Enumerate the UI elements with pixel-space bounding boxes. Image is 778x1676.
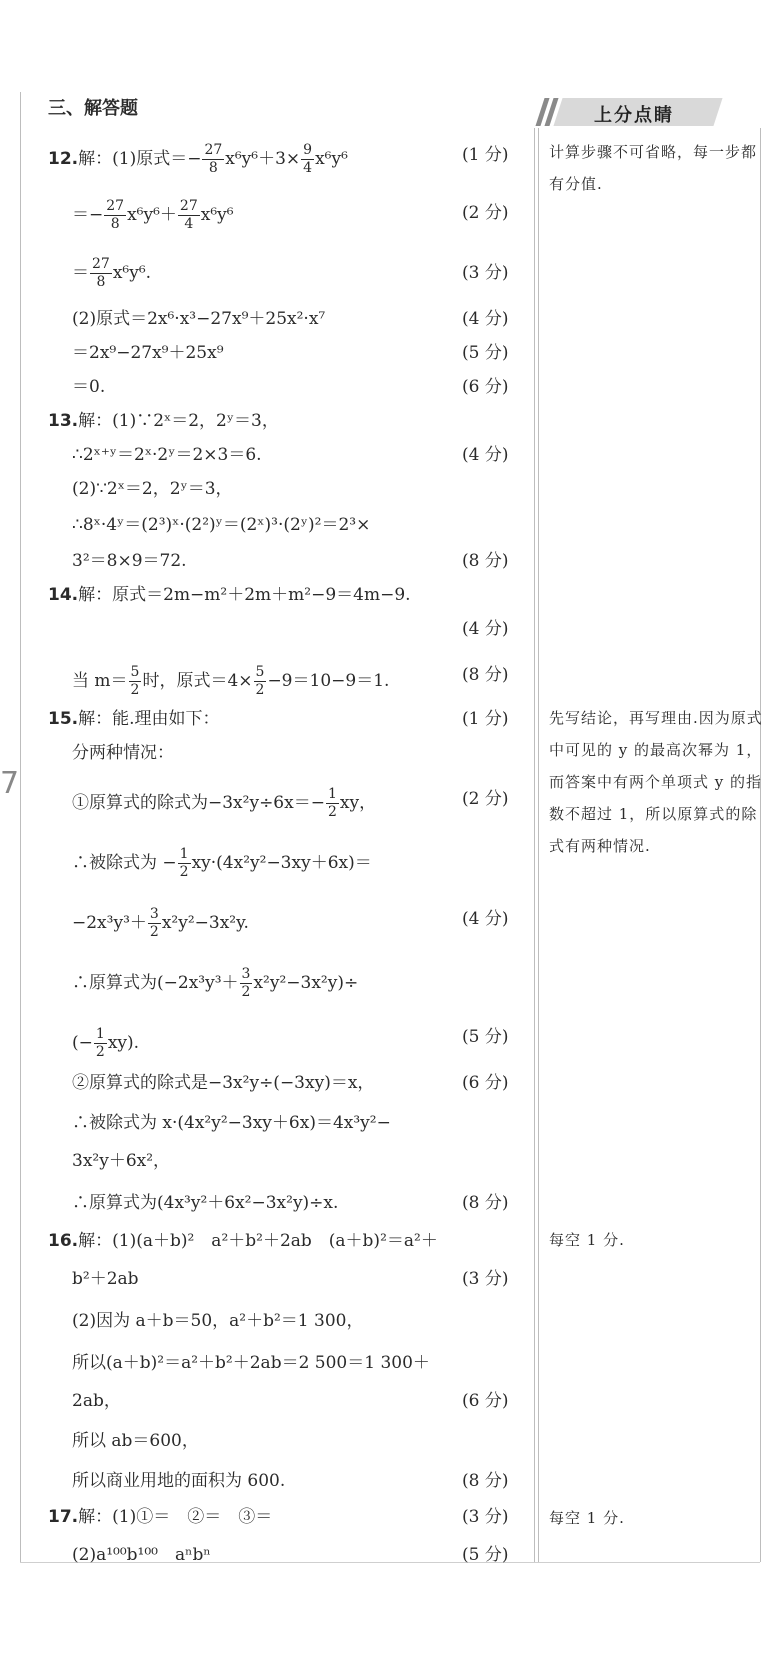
q12-score-2: (2 分) (462, 203, 509, 223)
q16-line-5: 2ab， (72, 1391, 121, 1411)
q12-score-6: (6 分) (462, 377, 509, 397)
q15-line-1: 15.解：能.理由如下： (48, 709, 220, 729)
q13-score-2: (4 分) (462, 445, 509, 465)
section-title: 三、解答题 (48, 98, 138, 119)
q12-line-1: 12.解：(1)原式＝− $\frac{27}{8}$ x⁶y⁶＋3× $\frac{9}{4}$ x⁶y⁶ (48, 142, 348, 176)
q15-line-11: ∴原算式为(4x³y²＋6x²−3x²y)÷x. (72, 1193, 339, 1213)
q12-line-4: (2)原式＝2x⁶·x³−27x⁹＋25x²·x⁷ (72, 309, 326, 329)
q15-score-1: (1 分) (462, 709, 509, 729)
q16-line-6: 所以 ab＝600， (72, 1431, 199, 1451)
q16-line-4: 所以(a＋b)²＝a²＋b²＋2ab＝2 500＝1 300＋ (72, 1353, 430, 1373)
side-banner-label: 上分点睛 (594, 105, 674, 126)
q14-line-1: 14.解：原式＝2m−m²＋2m＋m²−9＝4m−9. (48, 585, 411, 605)
q15-score-5: (4 分) (462, 909, 509, 929)
side-banner (540, 96, 718, 128)
q13-line-5: 3²＝8×9＝72. (72, 551, 187, 571)
q15-line-7: (− $\frac{1}{2}$ xy). (72, 1026, 140, 1060)
q17-line-2: (2)a¹⁰⁰b¹⁰⁰ aⁿbⁿ (72, 1545, 211, 1565)
q12-line-2: ＝− $\frac{27}{8}$ x⁶y⁶＋ $\frac{27}{4}$ x⁶y⁶ (72, 198, 234, 232)
q16-line-3: (2)因为 a＋b＝50，a²＋b²＝1 300， (72, 1311, 364, 1331)
q16-score-5: (6 分) (462, 1391, 509, 1411)
q15-line-10: 3x²y＋6x²， (72, 1151, 171, 1171)
q12-score-4: (4 分) (462, 309, 509, 329)
q15-score-11: (8 分) (462, 1193, 509, 1213)
q15-line-5: −2x³y³＋ $\frac{3}{2}$ x²y²−3x²y. (72, 906, 249, 940)
q15-score-8: (6 分) (462, 1073, 509, 1093)
q13-line-1: 13.解：(1)∵2ˣ＝2，2ʸ＝3， (48, 411, 279, 431)
note-q17: 每空 1 分. (549, 1509, 625, 1527)
q16-line-7: 所以商业用地的面积为 600. (72, 1471, 286, 1491)
q16-line-2: b²＋2ab (72, 1269, 139, 1289)
q13-line-2: ∴2ˣ⁺ʸ＝2ˣ·2ʸ＝2×3＝6. (72, 445, 262, 465)
q12-line-5: ＝2x⁹−27x⁹＋25x⁹ (72, 343, 224, 363)
q15-score-3: (2 分) (462, 789, 509, 809)
note-q15: 先写结论，再写理由.因为原式中可见的 y 的最高次幂为 1，而答案中有两个单项式 y 的指数不超过 1，所以原算式的除式有两种情况. (549, 709, 763, 855)
q12-score-5: (5 分) (462, 343, 509, 363)
left-margin-line (20, 92, 21, 1562)
q15-line-2: 分两种情况： (72, 743, 174, 763)
q15-line-6: ∴原算式为(−2x³y³＋ $\frac{3}{2}$ x²y²−3x²y)÷ (72, 966, 359, 1000)
q16-score-7: (8 分) (462, 1471, 509, 1491)
margin-mark: 7 (0, 766, 20, 801)
q12-score-1: (1 分) (462, 145, 509, 165)
q15-line-3: ①原算式的除式为−3x²y÷6x＝− $\frac{1}{2}$ xy， (72, 786, 377, 820)
q13-line-3: (2)∵2ˣ＝2，2ʸ＝3， (72, 479, 233, 499)
q16-line-1: 16.解：(1)(a＋b)² a²＋b²＋2ab (a＋b)²＝a²＋ (48, 1231, 438, 1251)
note-q12: 计算步骤不可省略，每一步都有分值. (549, 143, 758, 193)
q13-line-4: ∴8ˣ·4ʸ＝(2³)ˣ·(2²)ʸ＝(2ˣ)³·(2ʸ)²＝2³× (72, 515, 371, 535)
column-divider (534, 128, 535, 1562)
q12-score-3: (3 分) (462, 263, 509, 283)
q14-score-1: (4 分) (462, 619, 509, 639)
q16-score-2: (3 分) (462, 1269, 509, 1289)
q17-score-2: (5 分) (462, 1545, 509, 1565)
q15-score-7: (5 分) (462, 1027, 509, 1047)
q15-line-8: ②原算式的除式是−3x²y÷(−3xy)＝x， (72, 1073, 375, 1093)
q17-line-1: 17.解：(1)①＝ ②＝ ③＝ (48, 1507, 273, 1527)
q12-line-6: ＝0. (72, 377, 106, 397)
q12-line-3: ＝ $\frac{27}{8}$ x⁶y⁶. (72, 256, 152, 290)
q15-line-9: ∴被除式为 x·(4x²y²−3xy＋6x)＝4x³y²− (72, 1113, 391, 1133)
q14-score-2: (8 分) (462, 665, 509, 685)
note-q16: 每空 1 分. (549, 1231, 625, 1249)
q15-line-4: ∴被除式为 − $\frac{1}{2}$ xy·(4x²y²−3xy＋6x)＝ (72, 846, 372, 880)
q17-score-1: (3 分) (462, 1507, 509, 1527)
column-divider-2 (538, 128, 539, 1562)
q13-score-5: (8 分) (462, 551, 509, 571)
q14-line-2: 当 m＝ $\frac{5}{2}$ 时，原式＝4× $\frac{5}{2}$ −9＝10−9＝1. (72, 664, 390, 698)
